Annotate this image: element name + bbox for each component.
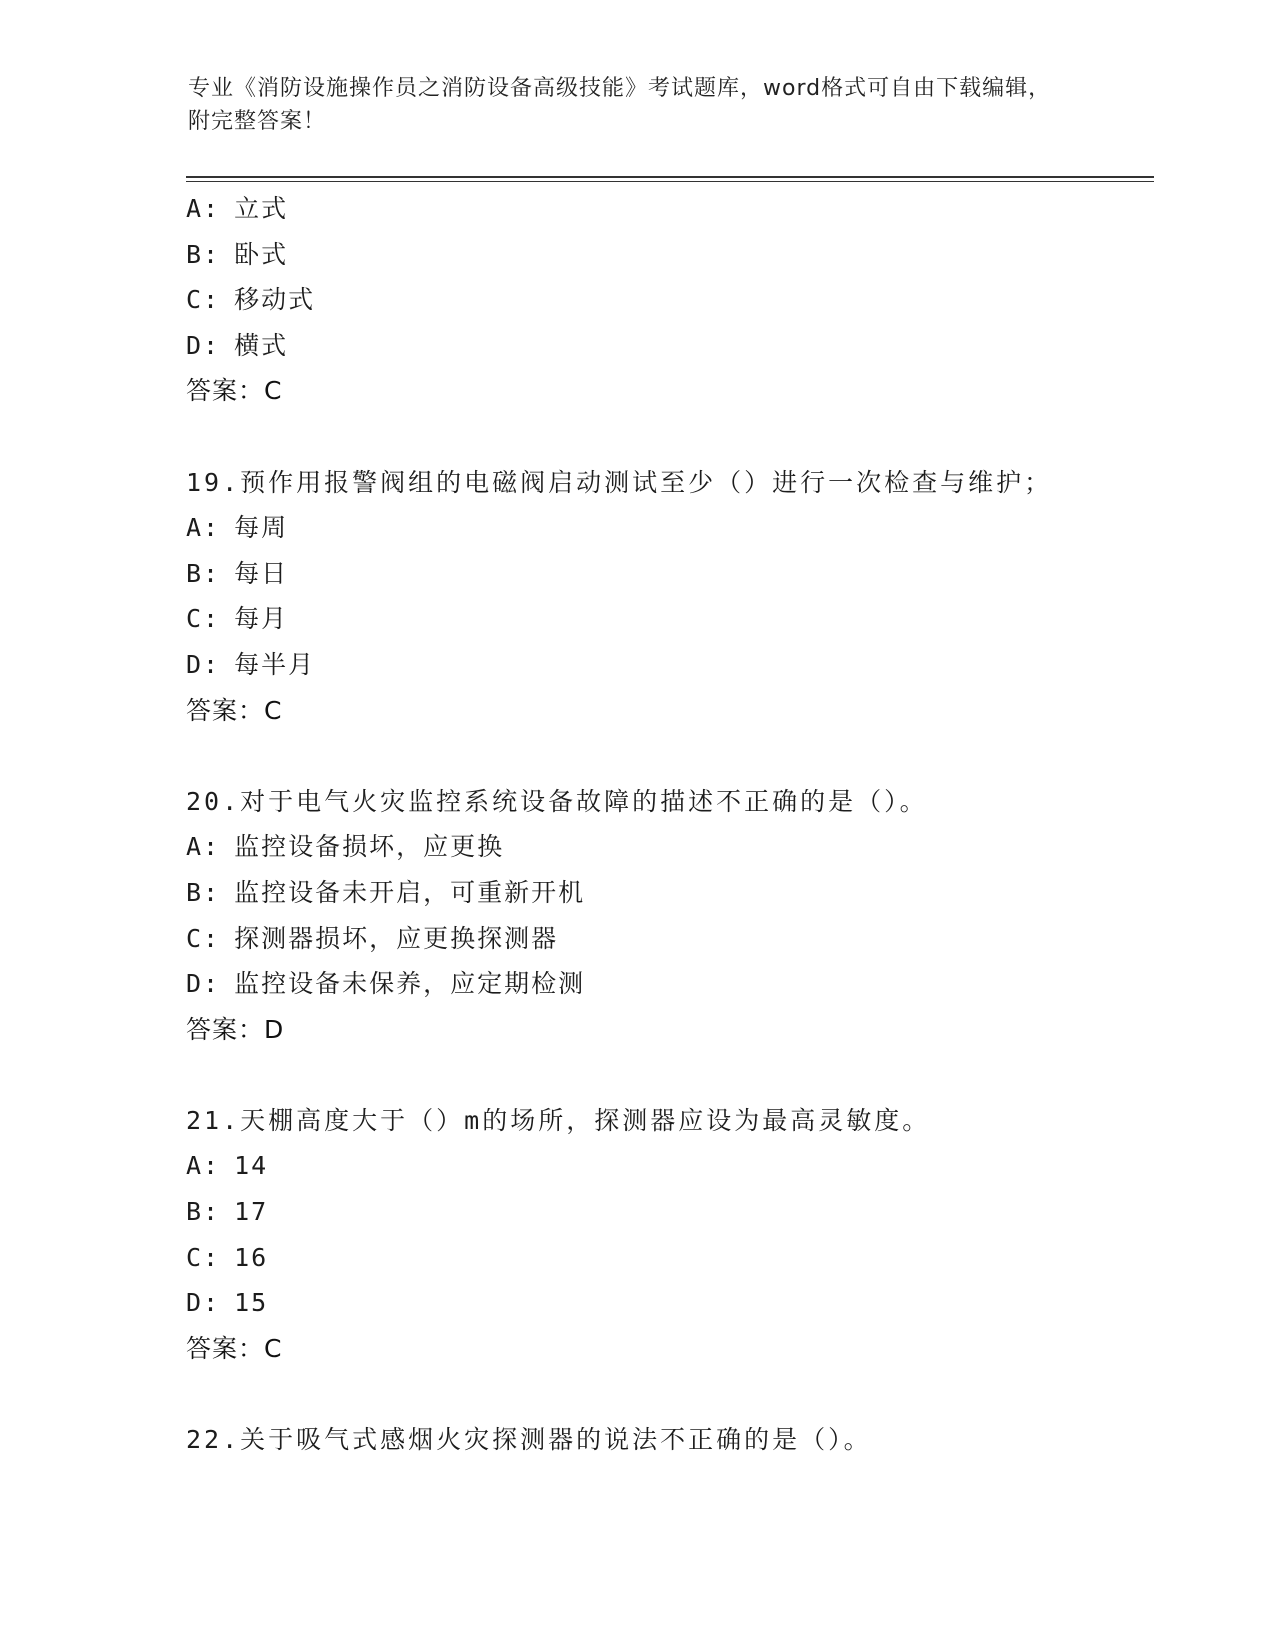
option-label: C: xyxy=(186,923,221,953)
option-label: D: xyxy=(186,969,221,999)
question-list xyxy=(186,186,1146,1463)
option-text: 15 xyxy=(234,1288,269,1318)
option-d xyxy=(186,961,1146,1007)
spacer xyxy=(186,414,1146,460)
option-text: 每半月 xyxy=(234,649,316,679)
option-text: 监控设备未开启，可重新开机 xyxy=(234,877,586,907)
header-divider-thin xyxy=(186,181,1154,182)
option-d xyxy=(186,1280,1146,1326)
spacer xyxy=(186,733,1146,779)
option-text: 卧式 xyxy=(234,239,289,269)
document-header: 专业《消防设施操作员之消防设备高级技能》考试题库，word格式可自由下载编辑，附完整答案！ xyxy=(188,76,1052,134)
option-c xyxy=(186,596,1146,642)
option-label: D: xyxy=(186,330,221,360)
option-label: B: xyxy=(186,1197,221,1227)
option-a xyxy=(186,186,1146,232)
option-label: A: xyxy=(186,832,221,862)
option-c xyxy=(186,277,1146,323)
option-text: 横式 xyxy=(234,330,289,360)
spacer xyxy=(186,1371,1146,1417)
option-text: 立式 xyxy=(234,194,289,223)
option-label: C: xyxy=(186,1242,221,1272)
option-text: 监控设备损坏，应更换 xyxy=(234,832,505,862)
option-text: 14 xyxy=(234,1151,269,1181)
question-block xyxy=(186,186,1146,414)
option-a xyxy=(186,824,1146,870)
option-label: A: xyxy=(186,194,221,223)
question-block xyxy=(186,779,1146,1053)
question-text: 21.天棚高度大于（）m的场所，探测器应设为最高灵敏度。 xyxy=(186,1105,931,1135)
option-b xyxy=(186,870,1146,916)
option-label: B: xyxy=(186,239,221,269)
option-label: D: xyxy=(186,649,221,679)
option-c xyxy=(186,1235,1146,1281)
question-text: 19.预作用报警阀组的电磁阀启动测试至少（）进行一次检查与维护； xyxy=(186,467,1053,497)
option-label: A: xyxy=(186,1151,221,1181)
option-d xyxy=(186,642,1146,688)
question-block xyxy=(186,1417,1146,1463)
answer-line: 答案：C xyxy=(186,695,283,725)
header-divider xyxy=(186,176,1154,178)
option-label: D: xyxy=(186,1288,221,1318)
option-text: 移动式 xyxy=(234,285,316,315)
question-text: 20.对于电气火灾监控系统设备故障的描述不正确的是（）。 xyxy=(186,786,928,816)
option-b xyxy=(186,551,1146,597)
option-text: 探测器损坏，应更换探测器 xyxy=(234,923,559,953)
option-d xyxy=(186,323,1146,369)
option-a xyxy=(186,505,1146,551)
option-c xyxy=(186,916,1146,962)
option-text: 17 xyxy=(234,1197,269,1227)
option-label: C: xyxy=(186,285,221,315)
question-block xyxy=(186,460,1146,734)
option-b xyxy=(186,232,1146,278)
option-label: B: xyxy=(186,558,221,588)
option-text: 每周 xyxy=(234,513,289,543)
option-label: C: xyxy=(186,604,221,634)
option-text: 每月 xyxy=(234,604,289,634)
answer-line: 答案：D xyxy=(186,1014,285,1044)
spacer xyxy=(186,1052,1146,1098)
option-b xyxy=(186,1189,1146,1235)
option-label: A: xyxy=(186,513,221,543)
question-text: 22.关于吸气式感烟火灾探测器的说法不正确的是（）。 xyxy=(186,1425,872,1455)
option-label: B: xyxy=(186,877,221,907)
option-text: 监控设备未保养，应定期检测 xyxy=(234,969,586,999)
option-text: 16 xyxy=(234,1242,269,1272)
answer-line: 答案：C xyxy=(186,376,283,406)
answer-line: 答案：C xyxy=(186,1333,283,1363)
option-a xyxy=(186,1143,1146,1189)
question-block xyxy=(186,1098,1146,1372)
option-text: 每日 xyxy=(234,558,289,588)
